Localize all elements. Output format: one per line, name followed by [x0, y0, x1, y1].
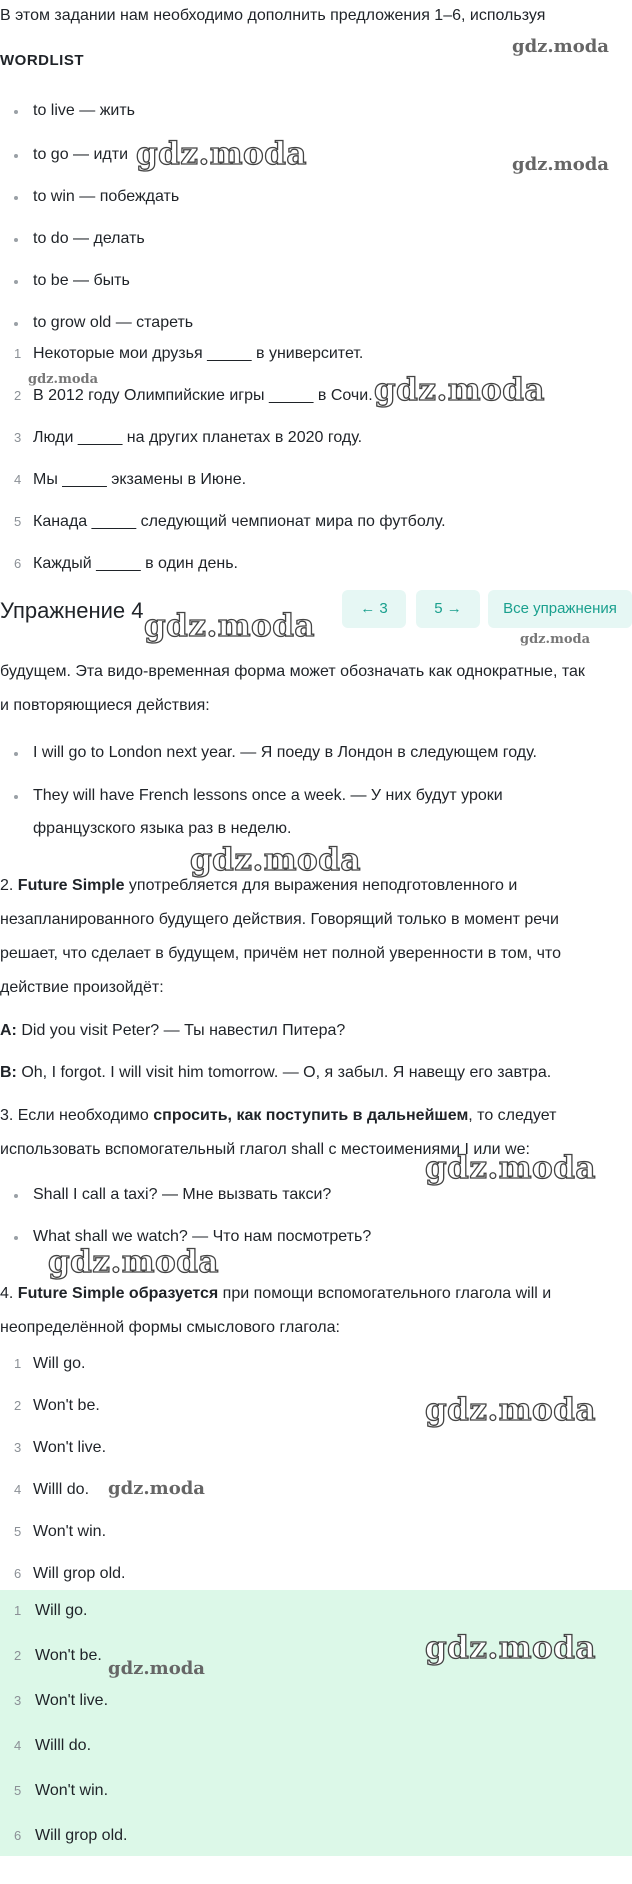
next-exercise-button[interactable]: 5 →	[416, 590, 480, 628]
watermark: gdz.moda	[48, 1244, 219, 1280]
bullet-icon	[14, 1194, 18, 1198]
bullet-icon	[14, 795, 18, 799]
paragraph-line: 2. Future Simple употребляется для выражения неподготовленного и	[0, 877, 518, 894]
watermark: gdz.moda	[136, 136, 307, 172]
paragraph-line: неопределённой формы смыслового глагола:	[0, 1319, 340, 1336]
prev-exercise-button[interactable]: ← 3	[342, 590, 406, 628]
watermark: gdz.moda	[144, 608, 315, 644]
bullet-icon	[14, 322, 18, 326]
watermark: gdz.moda	[108, 1658, 205, 1679]
dialog-line-a: A: Did you visit Peter? — Ты навестил Питера?	[0, 1022, 346, 1039]
paragraph-line: и повторяющиеся действия:	[0, 697, 210, 714]
paragraph-line: будущем. Эта видо-временная форма может обозначать как однократные, так	[0, 663, 585, 680]
watermark: gdz.moda	[190, 842, 361, 878]
all-exercises-button[interactable]: Все упражнения	[488, 590, 632, 628]
bullet-icon	[14, 280, 18, 284]
watermark: gdz.moda	[374, 372, 545, 408]
watermark: gdz.moda	[28, 372, 99, 387]
bullet-icon	[14, 196, 18, 200]
paragraph-line: 4. Future Simple образуется при помощи вспомогательного глагола will и	[0, 1285, 552, 1302]
watermark: gdz.moda	[108, 1478, 205, 1499]
wordlist-heading: WORDLIST	[0, 52, 84, 69]
bullet-icon	[14, 110, 18, 114]
watermark: gdz.moda	[520, 632, 591, 647]
exercise-title: Упражнение 4	[0, 598, 144, 623]
answer-highlight-box: 1 Will go. 2 Won't be. 3 Won't live. 4 Willl do. 5 Won't win. 6 Will grop old.	[0, 1590, 632, 1856]
paragraph-line: 3. Если необходимо спросить, как поступить в дальнейшем, то следует	[0, 1107, 557, 1124]
watermark: gdz.moda	[512, 36, 609, 57]
intro-text: В этом задании нам необходимо дополнить предложения 1–6, используя	[0, 7, 546, 24]
bullet-icon	[14, 1236, 18, 1240]
watermark: gdz.moda	[425, 1392, 596, 1428]
paragraph-line: решает, что сделает в будущем, причём нет полной уверенности в том, что	[0, 945, 561, 962]
watermark: gdz.moda	[425, 1150, 596, 1186]
paragraph-line: французского языка раз в неделю.	[33, 820, 292, 837]
bullet-icon	[14, 154, 18, 158]
dialog-line-b: B: Oh, I forgot. I will visit him tomorrow. — О, я забыл. Я навещу его завтра.	[0, 1064, 552, 1081]
bullet-icon	[14, 238, 18, 242]
paragraph-line: действие произойдёт:	[0, 979, 164, 996]
watermark: gdz.moda	[425, 1630, 596, 1666]
paragraph-line: незапланированного будущего действия. Говорящий только в момент речи	[0, 911, 559, 928]
bullet-icon	[14, 752, 18, 756]
paragraph-line: использовать вспомогательный глагол shall с местоимениями I или we:	[0, 1141, 530, 1158]
watermark: gdz.moda	[512, 154, 609, 175]
